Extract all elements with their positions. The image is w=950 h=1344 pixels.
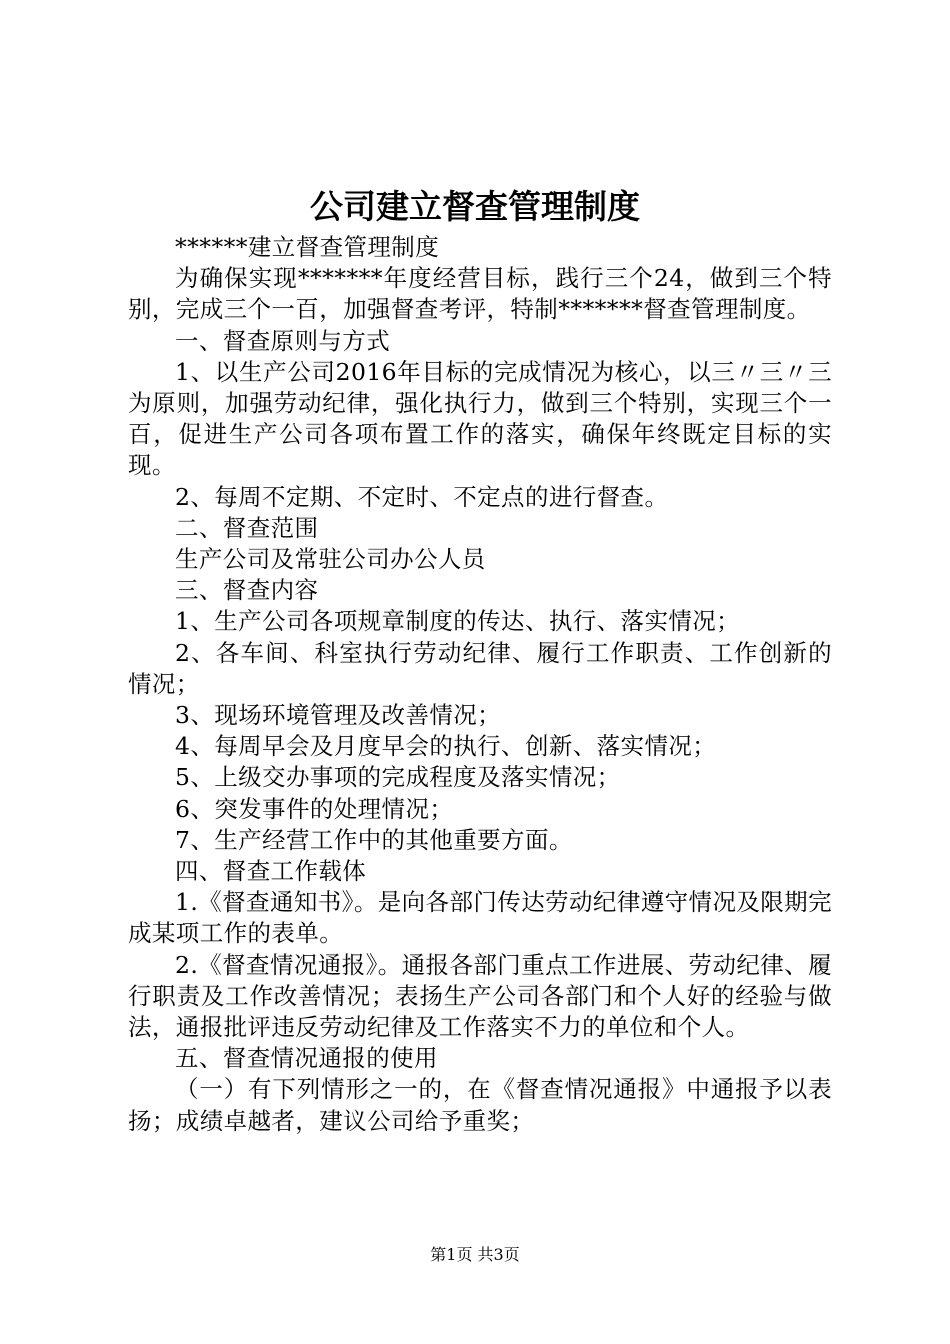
- document-body: [128, 232, 832, 1137]
- paragraph-intro: 为确保实现*******年度经营目标，践行三个24，做到三个特别，完成三个一百，加强督查考评，特制*******督查管理制度。: [128, 264, 832, 324]
- section-heading-4: 四、督查工作载体: [175, 857, 367, 886]
- list-item: 1、生产公司各项规章制度的传达、执行、落实情况；: [175, 607, 741, 636]
- paragraph-subtitle: ******建立督查管理制度: [175, 233, 440, 261]
- list-item: 4、每周早会及月度早会的执行、创新、落实情况；: [175, 732, 717, 761]
- list-item: 2.《督查情况通报》。通报各部门重点工作进展、劳动纪律、履行职责及工作改善情况；表扬生产公司各部门和个人好的经验与做法，通报批评违反劳动纪律及工作落实不力的单位和个人。: [128, 950, 832, 1042]
- document-title: 公司建立督查管理制度: [310, 187, 640, 226]
- section-heading-5: 五、督查情况通报的使用: [175, 1044, 438, 1073]
- section-heading-1: 一、督查原则与方式: [175, 326, 391, 355]
- paragraph: （一）有下列情形之一的，在《督查情况通报》中通报予以表扬；成绩卓越者，建议公司给予重奖；: [128, 1075, 832, 1135]
- list-item: 2、各车间、科室执行劳动纪律、履行工作职责、工作创新的情况；: [128, 638, 832, 698]
- list-item: 5、上级交办事项的完成程度及落实情况；: [175, 763, 621, 792]
- section-heading-3: 三、督查内容: [175, 576, 319, 605]
- list-item: 3、现场环境管理及改善情况；: [175, 701, 502, 730]
- list-item: 6、突发事件的处理情况；: [175, 794, 454, 823]
- paragraph: 2、每周不定期、不定时、不定点的进行督查。: [175, 482, 669, 511]
- list-item: 1.《督查通知书》。是向各部门传达劳动纪律遵守情况及限期完成某项工作的表单。: [128, 888, 832, 948]
- section-heading-2: 二、督查范围: [175, 513, 319, 542]
- page-footer: 第1页 共3页: [430, 1245, 520, 1264]
- paragraph: 生产公司及常驻公司办公人员: [175, 545, 486, 574]
- paragraph: 1、以生产公司2016年目标的完成情况为核心，以三〃三〃三为原则，加强劳动纪律，强化执行力，做到三个特别，实现三个一百，促进生产公司各项布置工作的落实，确保年终既定目标的实现。: [128, 357, 832, 480]
- list-item: 7、生产经营工作中的其他重要方面。: [175, 825, 573, 854]
